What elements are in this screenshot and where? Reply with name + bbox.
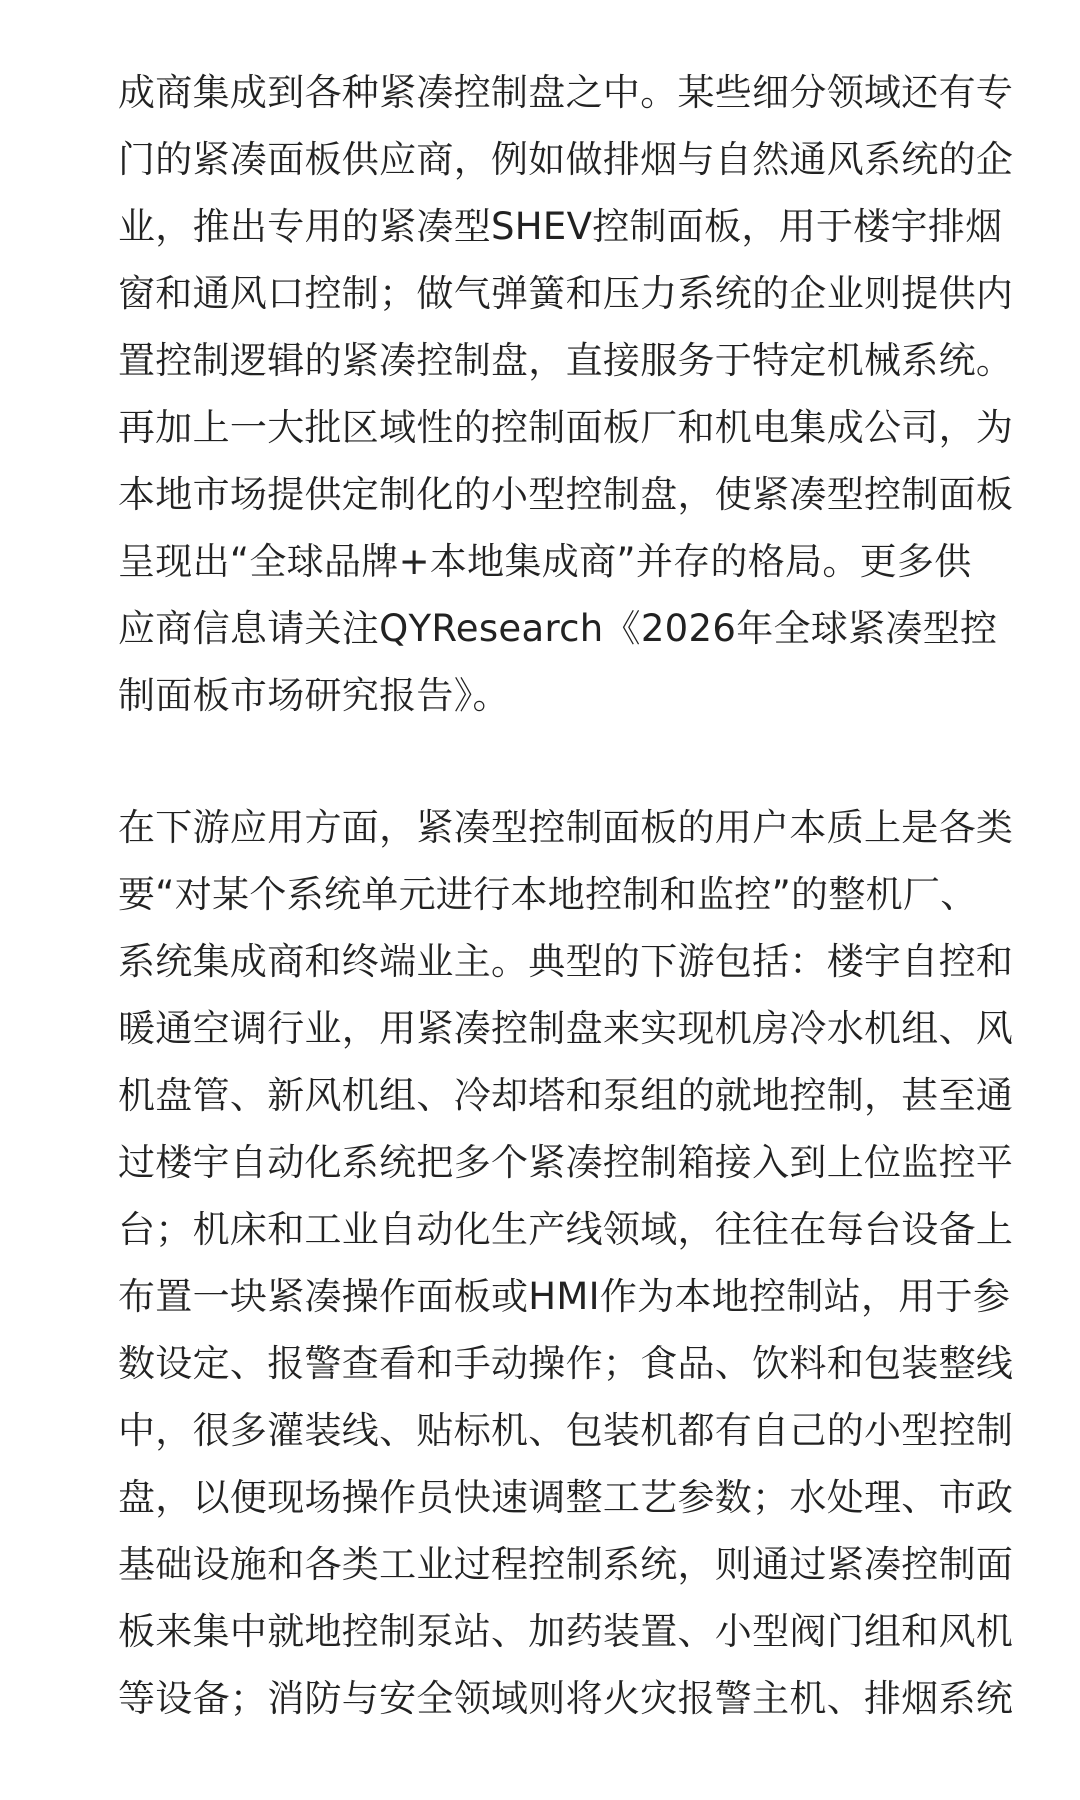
paragraph-1-line-6: 再加上一大批区域性的控制面板厂和机电集成公司，为 — [118, 406, 1014, 449]
paragraph-1-line-5: 置控制逻辑的紧凑控制盘，直接服务于特定机械系统。 — [118, 339, 1014, 382]
paragraph-2-line-1: 在下游应用方面，紧凑型控制面板的用户本质上是各类 — [118, 806, 1014, 849]
paragraph-2-line-4: 暖通空调行业，用紧凑控制盘来实现机房冷水机组、风 — [118, 1007, 1014, 1050]
paragraph-1-line-3: 业，推出专用的紧凑型SHEV控制面板，用于楼宇排烟 — [118, 205, 1003, 248]
paragraph-1-line-9: 应商信息请关注QYResearch《2026年全球紧凑型控 — [118, 607, 998, 650]
paragraph-2-line-12: 基础设施和各类工业过程控制系统，则通过紧凑控制面 — [118, 1543, 1014, 1586]
paragraph-2-line-5: 机盘管、新风机组、冷却塔和泵组的就地控制，甚至通 — [118, 1074, 1014, 1117]
paragraph-2-line-9: 数设定、报警查看和手动操作；食品、饮料和包装整线 — [118, 1342, 1014, 1385]
paragraph-2-line-8: 布置一块紧凑操作面板或HMI作为本地控制站，用于参 — [118, 1275, 1011, 1318]
paragraph-2-line-13: 板来集中就地控制泵站、加药装置、小型阀门组和风机 — [118, 1610, 1014, 1653]
paragraph-1-line-2: 门的紧凑面板供应商，例如做排烟与自然通风系统的企 — [118, 138, 1014, 181]
paragraph-2-line-14: 等设备；消防与安全领域则将火灾报警主机、排烟系统 — [118, 1677, 1014, 1720]
paragraph-2-line-7: 台；机床和工业自动化生产线领域，往往在每台设备上 — [118, 1208, 1014, 1251]
paragraph-2-line-2: 要“对某个系统单元进行本地控制和监控”的整机厂、 — [118, 873, 978, 916]
paragraph-2-line-3: 系统集成商和终端业主。典型的下游包括：楼宇自控和 — [118, 940, 1014, 983]
paragraph-1-line-4: 窗和通风口控制；做气弹簧和压力系统的企业则提供内 — [118, 272, 1014, 315]
paragraph-1-line-10: 制面板市场研究报告》。 — [118, 674, 510, 717]
paragraph-2-line-11: 盘，以便现场操作员快速调整工艺参数；水处理、市政 — [118, 1476, 1014, 1519]
paragraph-1-line-1: 成商集成到各种紧凑控制盘之中。某些细分领域还有专 — [118, 71, 1014, 114]
paragraph-1-line-7: 本地市场提供定制化的小型控制盘，使紧凑型控制面板 — [118, 473, 1014, 516]
paragraph-1-line-8: 呈现出“全球品牌+本地集成商”并存的格局。更多供 — [118, 540, 972, 583]
paragraph-2-line-6: 过楼宇自动化系统把多个紧凑控制箱接入到上位监控平 — [118, 1141, 1014, 1184]
paragraph-2-line-10: 中，很多灌装线、贴标机、包装机都有自己的小型控制 — [118, 1409, 1014, 1452]
